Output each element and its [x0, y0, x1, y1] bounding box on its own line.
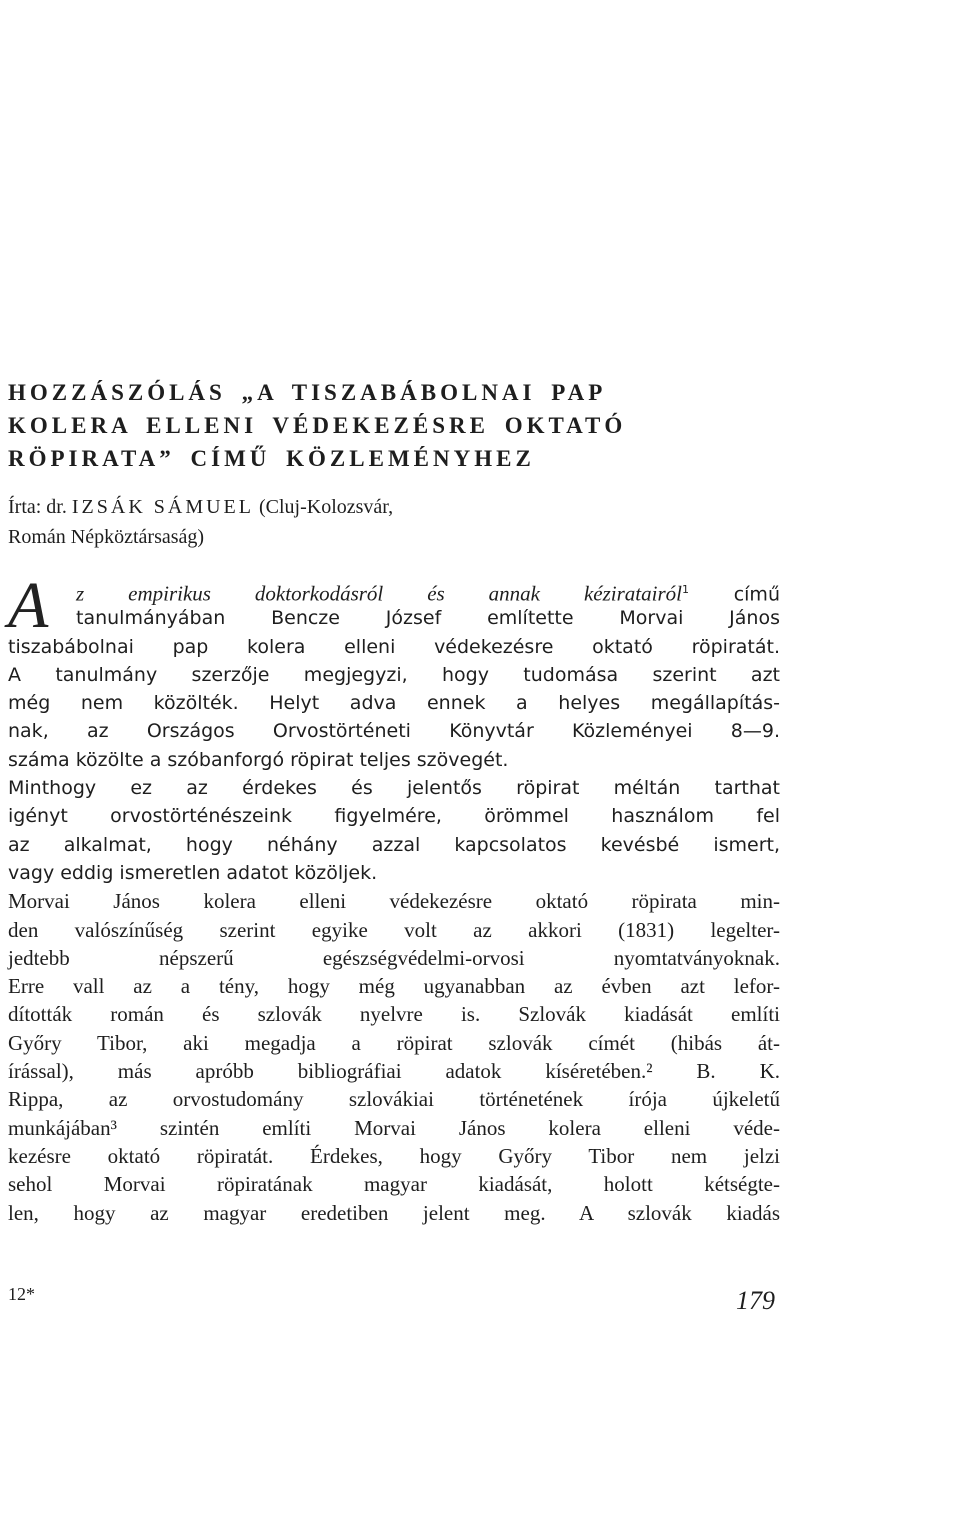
byline-line-1	[8, 492, 808, 522]
article-title	[8, 376, 808, 475]
body-line-16: dították román és szlovák nyelvre is. Szlovák kiadását említi	[8, 1002, 780, 1027]
author-name: IZSÁK SÁMUEL	[71, 496, 254, 518]
page-number: 179	[736, 1286, 775, 1315]
article-body	[8, 576, 780, 1227]
body-line-3: tiszabábolnai pap kolera elleni védekezésre oktató röpiratát.	[8, 635, 780, 658]
body-line-13: den valószínűség szerint egyike volt az akkori (1831) legelter-	[8, 917, 780, 942]
body-line-6: nak, az Országos Orvostörténeti Könyvtár Közleményei 8—9.	[8, 720, 780, 743]
byline-prefix: Írta: dr.	[8, 496, 67, 518]
body-line-9: igényt orvostörténészeink figyelmére, örömmel használom fel	[8, 805, 780, 828]
body-line-14: jedtebb népszerű egészségvédelmi-orvosi nyomtatványoknak.	[8, 945, 780, 970]
author-byline	[8, 492, 808, 552]
body-line-22: sehol Morvai röpiratának magyar kiadását, holott kétségte-	[8, 1172, 780, 1197]
body-line-1	[8, 576, 780, 604]
body-line-15: Erre vall az a tény, hogy még ugyanabban az évben azt lefor-	[8, 974, 780, 999]
cited-title-italic: z empirikus doktorkodásról és annak kéziratairól	[76, 581, 682, 606]
body-line-12: Morvai János kolera elleni védekezésre oktató röpirata min-	[8, 889, 780, 914]
body-line-23: len, hogy az magyar eredetiben jelent meg. A szlovák kiadás	[8, 1200, 780, 1225]
affiliation-line-2: Román Népköztársaság)	[8, 526, 205, 548]
title-line-1: HOZZÁSZÓLÁS „A TISZABÁBOLNAI PAP	[8, 380, 607, 405]
body-line-10: az alkalmat, hogy néhány azzal kapcsolatos kevésbé ismert,	[8, 833, 780, 856]
body-line-8: Minthogy ez az érdekes és jelentős röpirat méltán tarthat	[8, 777, 780, 800]
title-line-2: KOLERA ELLENI VÉDEKEZÉSRE OKTATÓ	[8, 413, 627, 438]
body-line-21: kezésre oktató röpiratát. Érdekes, hogy Győry Tibor nem jelzi	[8, 1143, 780, 1168]
body-line-5: még nem közölték. Helyt adva ennek a helyes megállapítás-	[8, 692, 780, 715]
body-line-11: vagy eddig ismeretlen adatot közöljek.	[8, 861, 378, 884]
body-line-1-rest: című	[688, 583, 780, 606]
body-line-18: írással), más apróbb bibliográfiai adatok kíséretében.² B. K.	[8, 1059, 780, 1084]
affiliation-line-1: (Cluj-Kolozsvár,	[259, 496, 394, 518]
body-line-17: Győry Tibor, aki megadja a röpirat szlovák címét (hibás át-	[8, 1030, 780, 1055]
body-line-19: Rippa, az orvostudomány szlovákiai történetének írója újkeletű	[8, 1087, 780, 1112]
title-line-3: RÖPIRATA” CÍMŰ KÖZLEMÉNYHEZ	[8, 446, 535, 471]
body-line-20: munkájában³ szintén említi Morvai János kolera elleni véde-	[8, 1115, 780, 1140]
body-line-7: száma közölte a szóbanforgó röpirat teljes szövegét.	[8, 748, 509, 771]
printer-signature: 12*	[8, 1284, 35, 1304]
drop-cap: A	[8, 569, 49, 642]
body-line-4: A tanulmány szerzője megjegyzi, hogy tudomása szerint azt	[8, 663, 780, 686]
footnote-ref-1: 1	[681, 583, 689, 596]
body-line-2: tanulmányában Bencze József említette Morvai János	[76, 607, 780, 630]
